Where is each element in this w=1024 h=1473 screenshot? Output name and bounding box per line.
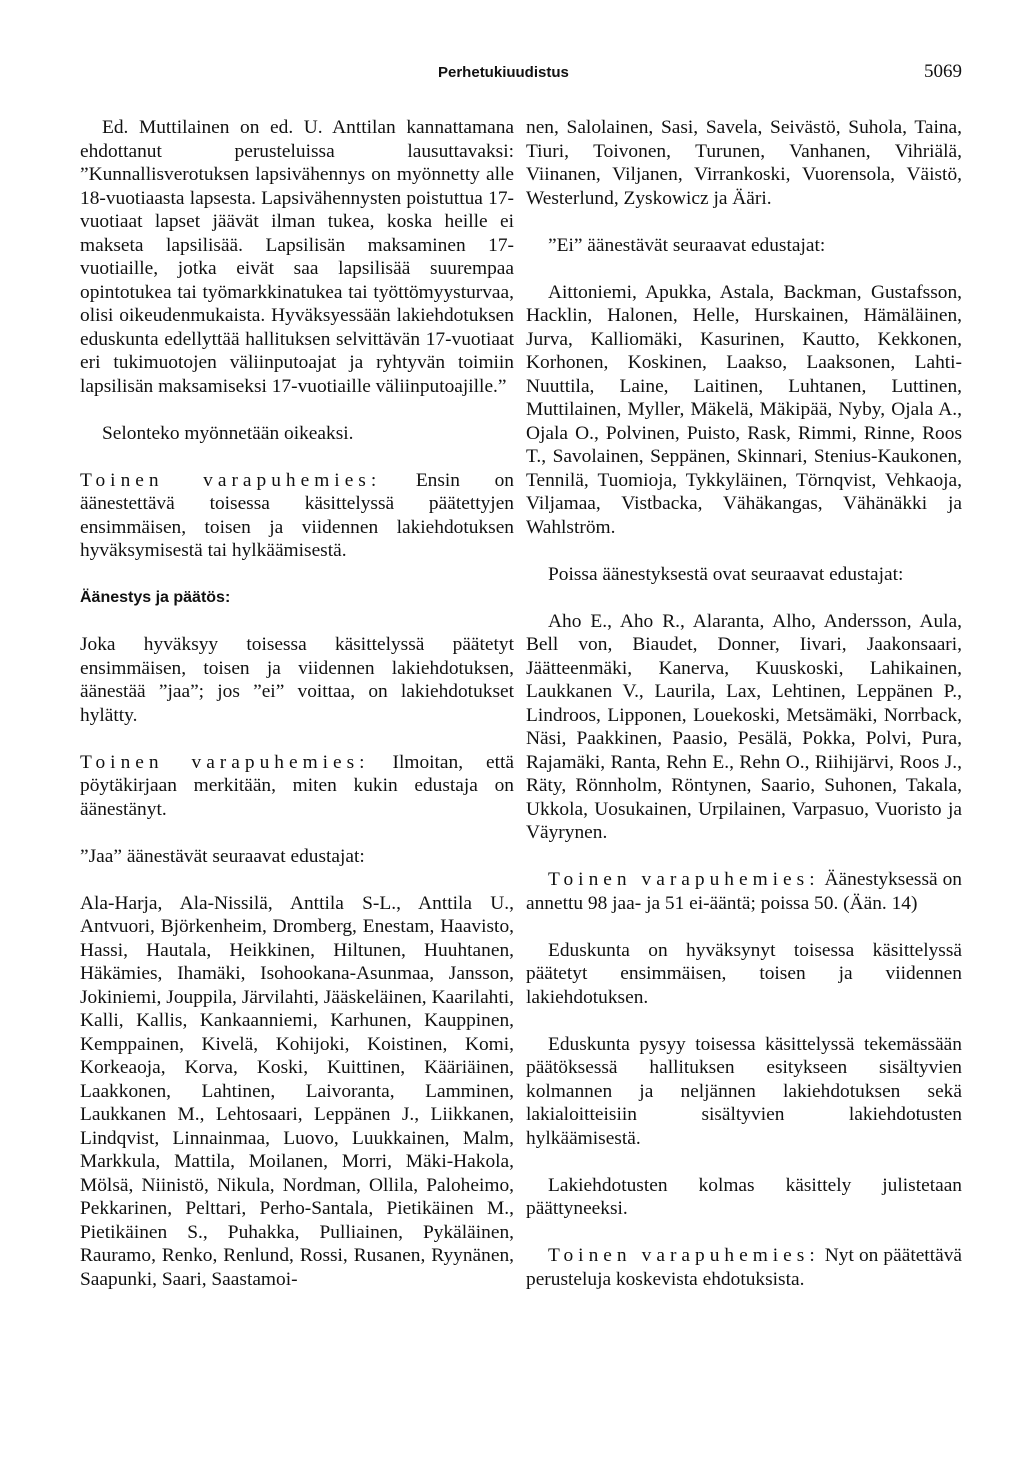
page-number: 5069: [924, 61, 962, 82]
paragraph-motion: Ed. Muttilainen on ed. U. Anttilan kannattamana ehdottanut perusteluissa lausuttavaksi: ”Kunnallisverotuksen lapsivähennys on myönnetty alle 18-vuotiaasta lapsesta. Lapsivähennysten poistuttua 17-vuotiaat lapset jäävät ilman tukea, koska heille ei makseta lapsilisää. Lapsilisän maksaminen 17-vuotiaille, jotka eivät saa lapsilisää suurempaa opintotukea tai työmarkkinatukea tai työttömyysturvaa, olisi oikeudenmukaista. Hyväksyessään lakiehdotuksen eduskunta edellyttää hallituksen selvittävän 17-vuotiaat eri tukimuotojen väliinputoajat ja ryhtyvän toimiin lapsilisän maksamiseksi 17-vuotiaille väliinputoajille.”: [80, 117, 514, 397]
paragraph-reading-closed: Lakiehdotusten kolmas käsittely julistetaan päättyneeksi.: [526, 1174, 962, 1219]
paragraph-vote-proposal: Joka hyväksyy toisessa käsittelyssä päätetyt ensimmäisen, toisen ja viidennen lakiehdotuksen, äänestää ”jaa”; jos ”ei” voittaa, on lakiehdotukset hylätty.: [80, 634, 514, 726]
speaker-name: Toinen varapuhemies:: [80, 751, 370, 773]
paragraph-yes-list: Ala-Harja, Ala-Nissilä, Anttila S-L., Anttila U., Antvuori, Björkenheim, Dromberg, Enestam, Haavisto, Hassi, Hautala, Heikkinen, Hiltunen, Huuhtanen, Häkämies, Ihamäki, Isohookana-Asunmaa, Jansson, Jokiniemi, Jouppila, Järvilahti, Jääskeläinen, Kaarilahti, Kalli, Kallis, Kankaanniemi, Karhunen, Kauppinen, Kemppainen, Kivelä, Kohijoki, Koistinen, Komi, Korkeaoja, Korva, Koski, Kuittinen, Kääriäinen, Laakkonen, Lahtinen, Laivoranta, Lamminen, Laukkanen M., Lehtosaari, Leppänen J., Liikkanen, Lindqvist, Linnainmaa, Luovo, Luukkainen, Malm, Markkula, Mattila, Moilanen, Morri, Mäki-Hakola, Mölsä, Niinistö, Nikula, Nordman, Ollila, Paloheimo, Pekkarinen, Pelttari, Perho-Santala, Pietikäinen M., Pietikäinen S., Puhakka, Pulliainen, Pykäläinen, Rauramo, Renko, Renlund, Rossi, Rusanen, Ryynänen, Saapunki, Saari, Saastamoi-: [80, 892, 514, 1290]
paragraph-no-intro: ”Ei” äänestävät seuraavat edustajat:: [548, 234, 826, 256]
paragraph-no-list: Aittoniemi, Apukka, Astala, Backman, Gustafsson, Hacklin, Halonen, Helle, Hurskainen, Hämäläinen, Jurva, Kalliomäki, Kasurinen, Kautto, Kekkonen, Korhonen, Koskinen, Laakso, Laaksonen, Lahti-Nuuttila, Laine, Laitinen, Luhtanen, Luttinen, Muttilainen, Myller, Mäkelä, Mäkipää, Nyby, Ojala A., Ojala O., Polvinen, Puisto, Rask, Rimmi, Rinne, Roos T., Savolainen, Seppänen, Skinnari, Stenius-Kaukonen, Tennilä, Tuomioja, Tykkyläinen, Törnqvist, Vehkaoja, Viljamaa, Vistbacka, Vähäkangas, Vähänäkki ja Wahlström.: [526, 281, 962, 538]
speaker-text: Äänestyksessä on annettu 98 jaa- ja 51 ei-ääntä; poissa 50. (Ään. 14): [526, 869, 962, 914]
paragraph-absent-list: Aho E., Aho R., Alaranta, Alho, Andersson, Aula, Bell von, Biaudet, Donner, Iivari, Jaakonsaari, Jäätteenmäki, Kanerva, Kuuskoski, Lahikainen, Laukkanen V., Laurila, Lax, Lehtinen, Leppänen P., Lindroos, Lipponen, Louekoski, Metsämäki, Norrback, Näsi, Paakkinen, Paasio, Pesälä, Pokka, Polvi, Pura, Rajamäki, Ranta, Rehn E., Rehn O., Riihijärvi, Roos J., Räty, Rönnholm, Röntynen, Saario, Suhonen, Takala, Ukkola, Uosukainen, Urpilainen, Varpasuo, Vuoristo ja Väyrynen.: [526, 610, 962, 843]
left-column: [80, 116, 514, 1315]
paragraph-absent-intro: Poissa äänestyksestä ovat seuraavat edustajat:: [548, 563, 904, 585]
paragraph-vote-result: [526, 868, 962, 915]
running-header: [0, 61, 1024, 88]
paragraph-yes-list-continued: nen, Salolainen, Sasi, Savela, Seivästö, Suhola, Taina, Tiuri, Toivonen, Turunen, Vanhanen, Vihriälä, Viinanen, Viljanen, Virrankoski, Vuorensola, Väistö, Westerlund, Zyskowicz ja Ääri.: [526, 117, 962, 209]
speaker-name: Toinen varapuhemies:: [80, 469, 382, 491]
paragraph-decision-approved: Eduskunta on hyväksynyt toisessa käsittelyssä päätetyt ensimmäisen, toisen ja viidennen lakiehdotuksen.: [526, 939, 962, 1008]
speaker-text: Ilmoitan, että pöytäkirjaan merkitään, miten kukin edustaja on äänestänyt.: [80, 751, 514, 820]
right-column: [526, 116, 962, 1315]
paragraph-decision-rejected: Eduskunta pysyy toisessa käsittelyssä tekemässään päätöksessä hallituksen esitykseen sisältyvien kolmannen ja neljännen lakiehdotuksen sekä lakialoitteisiin sisältyvien lakiehdotusten hylkäämisestä.: [526, 1033, 962, 1149]
paragraph-yes-intro: ”Jaa” äänestävät seuraavat edustajat:: [80, 845, 365, 867]
paragraph-speaker-record: [80, 751, 514, 822]
speaker-name: Toinen varapuhemies:: [548, 1245, 820, 1266]
speaker-name: Toinen varapuhemies:: [548, 869, 820, 890]
section-heading: Äänestys ja päätös:: [80, 589, 231, 606]
paragraph-speaker-vote-order: [80, 469, 514, 563]
speaker-text: Ensin on äänestettävä toisessa käsittelyssä päätettyjen ensimmäisen, toisen ja viidennen lakiehdotuksen hyväksymisestä tai hylkäämisestä.: [80, 469, 514, 561]
paragraph-speaker-next: [526, 1244, 962, 1291]
running-title: Perhetukiuudistus: [438, 64, 569, 81]
speaker-text: Nyt on päätettävä perusteluja koskevista ehdotuksista.: [526, 1245, 962, 1290]
paragraph-minutes-approved: Selonteko myönnetään oikeaksi.: [102, 422, 354, 444]
